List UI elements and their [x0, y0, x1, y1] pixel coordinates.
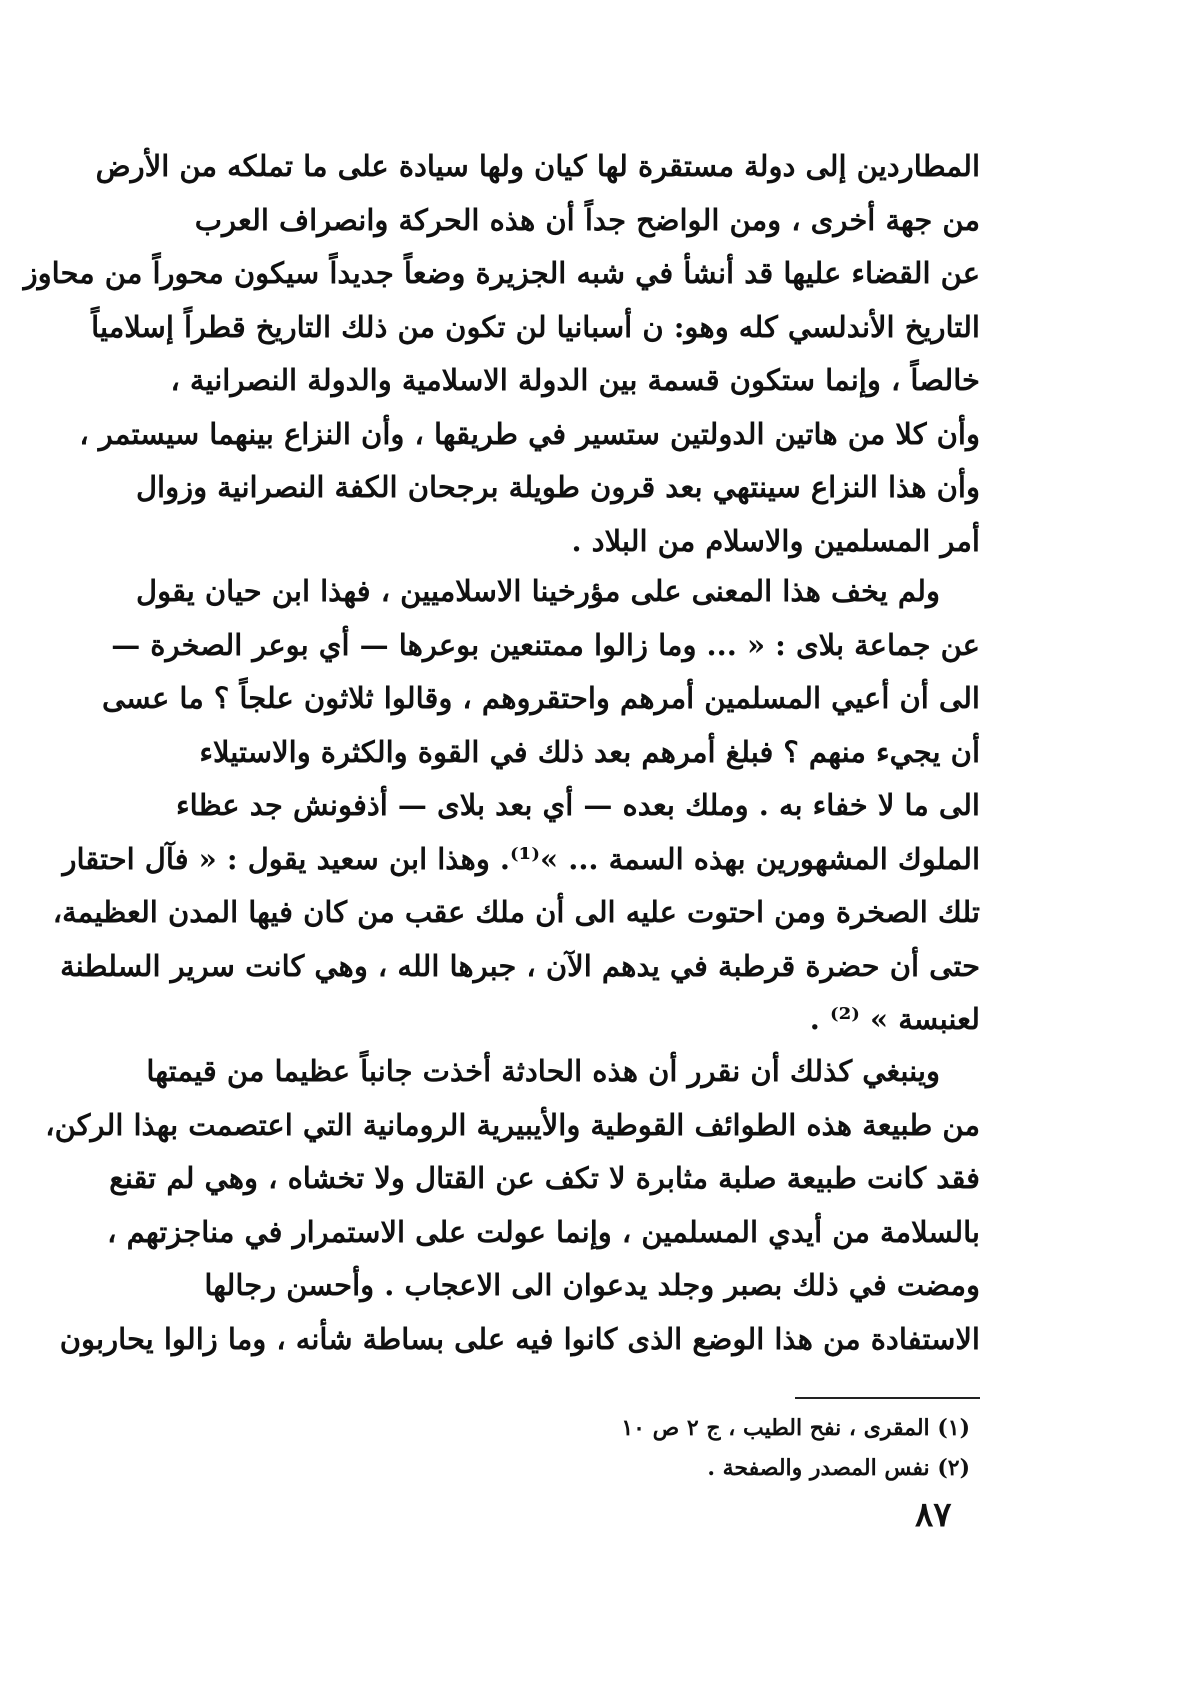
page-number: ٨٧	[915, 1495, 952, 1535]
paragraph-1	[23, 140, 980, 568]
text-line: أمر المسلمين والاسلام من البلاد .	[571, 523, 980, 558]
footnote-1: (١) المقرى ، نفح الطيب ، ج ٢ ص ١٠	[621, 1415, 970, 1441]
text-line: الملوك المشهورين بهذه السمة ... »⁽¹⁾. وهذا ابن سعيد يقول : « فآل احتقار	[62, 841, 980, 876]
footnote-divider	[795, 1397, 980, 1399]
text-line: ومضت في ذلك بصبر وجلد يدعوان الى الاعجاب . وأحسن رجالها	[204, 1268, 980, 1302]
text-line: المطاردين إلى دولة مستقرة لها كيان ولها سيادة على ما تملكه من الأرض	[95, 149, 980, 183]
footnotes	[500, 1408, 970, 1488]
text-line: عن جماعة بلاى : « ... وما زالوا ممتنعين بوعرها — أي بوعر الصخرة —	[111, 627, 980, 662]
footnote-2: (٢) نفس المصدر والصفحة .	[707, 1455, 970, 1481]
text-line: أن يجيء منهم ؟ فبلغ أمرهم بعد ذلك في القوة والكثرة والاستيلاء	[199, 734, 980, 769]
text-line: الى أن أعيي المسلمين أمرهم واحتقروهم ، وقالوا ثلاثون علجاً ؟ ما عسى	[101, 681, 980, 715]
text-line: تلك الصخرة ومن احتوت عليه الى أن ملك عقب من كان فيها المدن العظيمة،	[52, 895, 980, 929]
text-line: لعنبسة » ⁽²⁾ .	[809, 1002, 980, 1036]
text-line: من جهة أخرى ، ومن الواضح جداً أن هذه الحركة وانصراف العرب	[194, 202, 980, 237]
text-line: من طبيعة هذه الطوائف القوطية والأيبيرية الرومانية التي اعتصمت بهذا الركن،	[45, 1107, 980, 1142]
text-line: حتى أن حضرة قرطبة في يدهم الآن ، جبرها الله ، وهي كانت سرير السلطنة	[60, 948, 980, 983]
text-line: وينبغي كذلك أن نقرر أن هذه الحادثة أخذت جانباً عظيما من قيمتها	[146, 1054, 940, 1088]
paragraph-3	[45, 1045, 980, 1366]
text-line: وأن كلا من هاتين الدولتين ستسير في طريقها ، وأن النزاع بينهما سيستمر ،	[79, 416, 980, 451]
paragraph-2	[52, 565, 980, 1047]
text-line: ولم يخف هذا المعنى على مؤرخينا الاسلاميين ، فهذا ابن حيان يقول	[136, 574, 940, 608]
text-line: وأن هذا النزاع سينتهي بعد قرون طويلة برجحان الكفة النصرانية وزوال	[135, 470, 980, 504]
text-line: التاريخ الأندلسي كله وهو: ن أسبانيا لن تكون من ذلك التاريخ قطراً إسلامياً	[91, 309, 980, 344]
text-line: خالصاً ، وإنما ستكون قسمة بين الدولة الاسلامية والدولة النصرانية ،	[170, 363, 980, 397]
text-line: فقد كانت طبيعة صلبة مثابرة لا تكف عن القتال ولا تخشاه ، وهي لم تقنع	[109, 1161, 980, 1195]
text-line: الاستفادة من هذا الوضع الذى كانوا فيه على بساطة شأنه ، وما زالوا يحاربون	[59, 1321, 980, 1356]
text-line: بالسلامة من أيدي المسلمين ، وإنما عولت على الاستمرار في مناجزتهم ،	[107, 1214, 980, 1249]
text-line: عن القضاء عليها قد أنشأ في شبه الجزيرة وضعاً جديداً سيكون محوراً من محاوز	[23, 256, 980, 290]
text-line: الى ما لا خفاء به . وملك بعده — أي بعد بلاى — أذفونش جد عظاء	[176, 788, 980, 822]
